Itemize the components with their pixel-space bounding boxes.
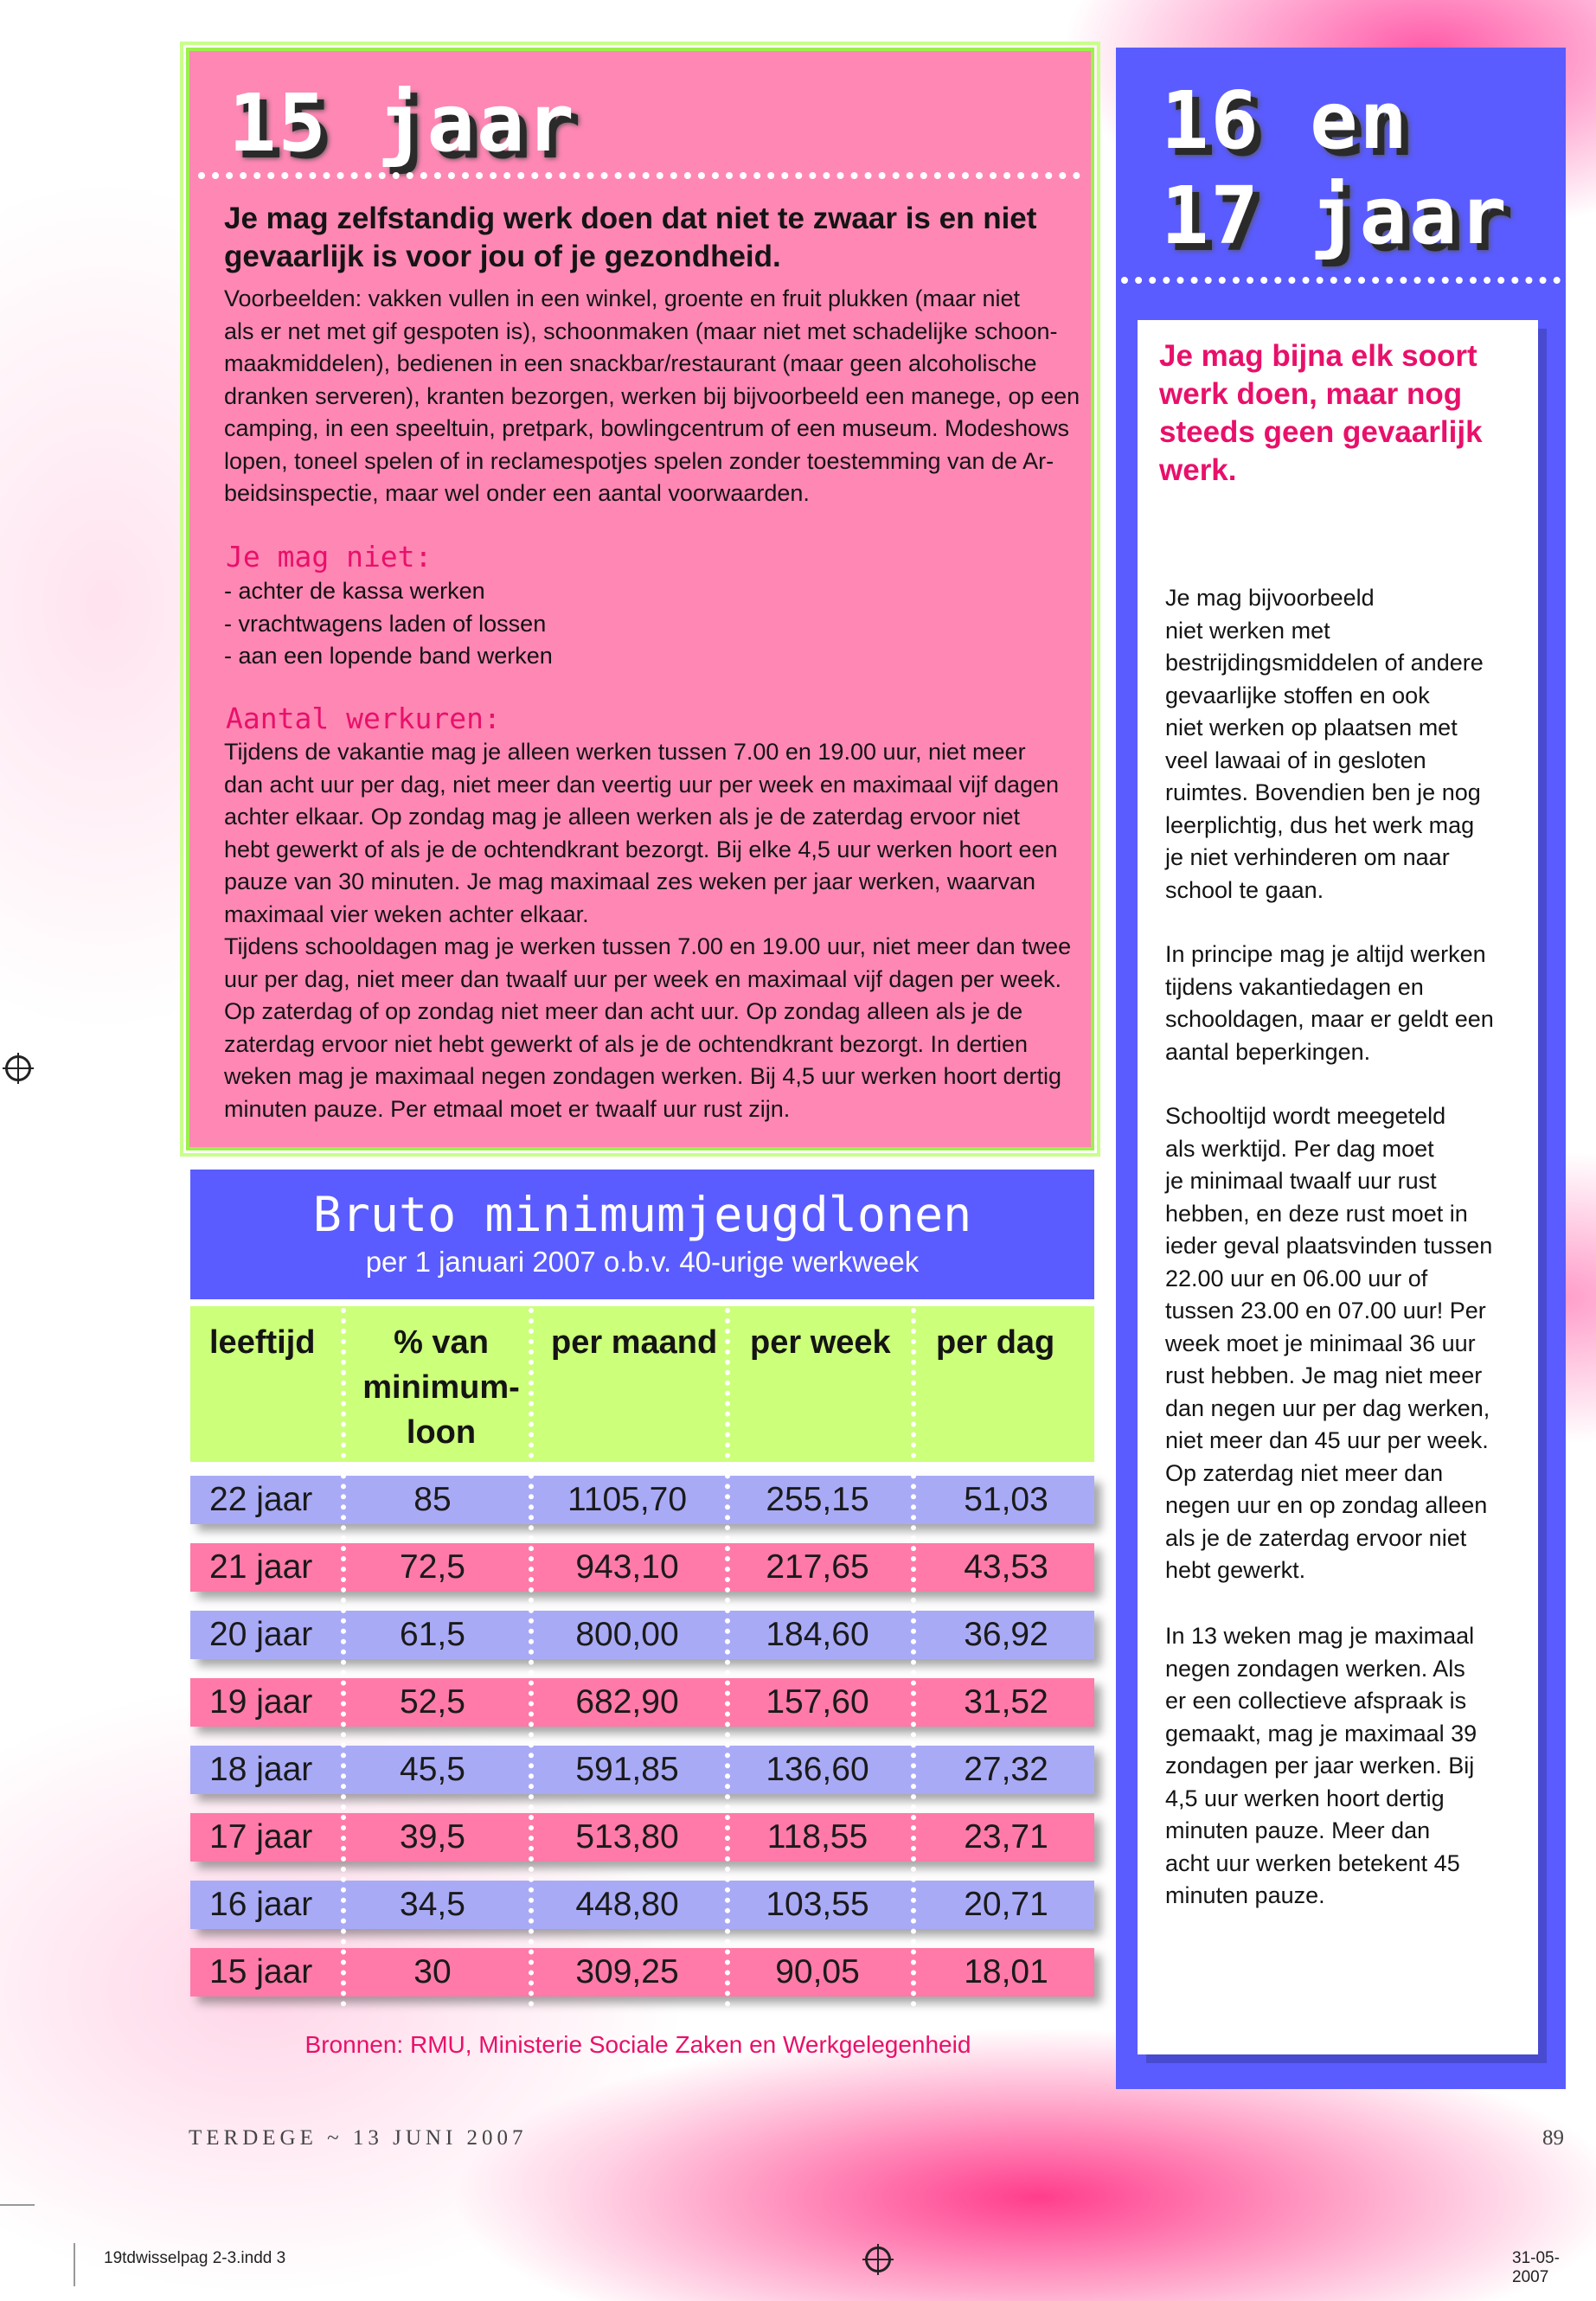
table-row <box>190 1543 1094 1592</box>
para-line: niet werken met <box>1165 617 1330 644</box>
hours-line: minuten pauze. Per etmaal moet er twaalf uur rust zijn. <box>224 1095 791 1122</box>
para-line: In 13 weken mag je maximaal <box>1165 1623 1475 1649</box>
column-divider <box>529 1308 534 2007</box>
cell-month: 448,80 <box>575 1886 679 1923</box>
hours-line: Op zaterdag of op zondag niet meer dan acht uur. Op zondag alleen als je de <box>224 998 1023 1024</box>
cell-age: 21 jaar <box>209 1548 313 1586</box>
cell-age: 16 jaar <box>209 1886 313 1923</box>
header-age: leeftijd <box>209 1324 316 1361</box>
para-line: hebben, en deze rust moet in <box>1165 1200 1468 1227</box>
examples-paragraph <box>224 283 1089 510</box>
lead-line: werk doen, maar nog <box>1159 377 1463 411</box>
para-line: minuten pauze. Meer dan <box>1165 1817 1431 1843</box>
cell-age: 15 jaar <box>209 1953 313 1990</box>
para-line: Schooltijd wordt meegeteld <box>1165 1103 1446 1129</box>
sources-note: Bronnen: RMU, Ministerie Sociale Zaken en Werkgelegenheid <box>304 2031 971 2058</box>
examples-line: beidsinspectie, maar wel onder een aantal voorwaarden. <box>224 480 810 506</box>
section-15-jaar <box>186 48 1094 1150</box>
para-line: rust hebben. Je mag niet meer <box>1165 1362 1483 1388</box>
cell-week: 103,55 <box>766 1886 869 1923</box>
cell-day: 36,92 <box>964 1616 1048 1653</box>
para-line: aantal beperkingen. <box>1165 1038 1371 1065</box>
lead-line: werk. <box>1159 453 1237 487</box>
cell-month: 682,90 <box>575 1683 679 1721</box>
cell-day: 20,71 <box>964 1886 1048 1923</box>
publication-footer: TERDEGE ~ 13 JUNI 2007 <box>189 2126 528 2150</box>
registration-mark-icon <box>5 1055 31 1081</box>
cell-week: 118,55 <box>766 1818 869 1856</box>
para-line: gevaarlijke stoffen en ook <box>1165 682 1430 708</box>
header-line: % van <box>394 1324 489 1361</box>
cell-day: 23,71 <box>964 1818 1048 1856</box>
card-paragraph <box>1165 1620 1520 1913</box>
table-row <box>190 1948 1094 1997</box>
cell-pct: 39,5 <box>400 1818 465 1856</box>
cell-age: 18 jaar <box>209 1751 313 1788</box>
hours-paragraph <box>224 736 1089 1125</box>
not-allowed-heading: Je mag niet: <box>226 540 433 574</box>
para-line: ieder geval plaatsvinden tussen <box>1165 1233 1493 1259</box>
para-line: negen zondagen werken. Als <box>1165 1655 1465 1682</box>
crop-mark <box>0 2204 35 2206</box>
cell-week: 217,65 <box>766 1548 869 1586</box>
cell-day: 18,01 <box>964 1953 1048 1990</box>
examples-line: dranken serveren), kranten bezorgen, werken bij bijvoorbeeld een manege, op een <box>224 382 1080 409</box>
examples-line: lopen, toneel spelen of in reclamespotjes spelen zonder toestemming van de Ar- <box>224 447 1054 474</box>
para-line: tussen 23.00 en 07.00 uur! Per <box>1165 1298 1486 1324</box>
para-line: In principe mag je altijd werken <box>1165 941 1486 967</box>
hours-line: Tijdens schooldagen mag je werken tussen 7.00 en 19.00 uur, niet meer dan twee <box>224 933 1072 959</box>
wage-table-subtitle: per 1 januari 2007 o.b.v. 40-urige werkweek <box>365 1246 920 1278</box>
title-line: 16 en <box>1161 74 1409 167</box>
cell-month: 513,80 <box>575 1818 679 1856</box>
cell-pct: 30 <box>413 1953 452 1990</box>
cell-week: 255,15 <box>766 1481 869 1518</box>
wage-table-title: Bruto minimumjeugdlonen <box>312 1187 972 1242</box>
card-paragraph <box>1165 1100 1520 1587</box>
para-line: ruimtes. Bovendien ben je nog <box>1165 779 1481 805</box>
table-row <box>190 1611 1094 1659</box>
cell-age: 17 jaar <box>209 1818 313 1856</box>
hours-line: achter elkaar. Op zondag mag je alleen werken als je de zaterdag ervoor niet <box>224 804 1021 830</box>
cell-month: 591,85 <box>575 1751 679 1788</box>
para-line: Je mag bijvoorbeeld <box>1165 585 1375 611</box>
cell-day: 31,52 <box>964 1683 1048 1721</box>
cell-day: 51,03 <box>964 1481 1048 1518</box>
examples-line: Voorbeelden: vakken vullen in een winkel, groente en fruit plukken (maar niet <box>224 285 1021 311</box>
cell-pct: 52,5 <box>400 1683 465 1721</box>
para-line: 4,5 uur werken hoort dertig <box>1165 1785 1445 1811</box>
crop-mark <box>74 2243 75 2286</box>
para-line: je niet verhinderen om naar <box>1165 844 1450 870</box>
table-row <box>190 1678 1094 1727</box>
hours-line: uur per dag, niet meer dan twaalf uur per week en maximaal vijf dagen per week. <box>224 965 1062 992</box>
para-line: als werktijd. Per dag moet <box>1165 1135 1434 1162</box>
hours-heading: Aantal werkuren: <box>226 702 501 735</box>
para-line: leerplichtig, dus het werk mag <box>1165 811 1475 838</box>
cell-day: 43,53 <box>964 1548 1048 1586</box>
para-line: bestrijdingsmiddelen of andere <box>1165 650 1484 676</box>
para-line: als je de zaterdag ervoor niet <box>1165 1524 1467 1551</box>
slug-filename: 19tdwisselpag 2-3.indd 3 <box>104 2249 286 2267</box>
cell-pct: 45,5 <box>400 1751 465 1788</box>
header-per-day: per dag <box>936 1324 1055 1361</box>
hours-line: hebt gewerkt of als je de ochtendkrant bezorgt. Bij elke 4,5 uur werken hoort een <box>224 836 1058 862</box>
examples-line: als er net met gif gespoten is), schoonmaken (maar niet met schadelijke schoon- <box>224 317 1058 344</box>
wage-table-column-headers <box>190 1306 1094 1462</box>
dotted-divider <box>1121 277 1561 284</box>
cell-age: 22 jaar <box>209 1481 313 1518</box>
header-per-month: per maand <box>551 1324 718 1361</box>
header-percentage <box>355 1320 528 1455</box>
cell-day: 27,32 <box>964 1751 1048 1788</box>
para-line: tijdens vakantiedagen en <box>1165 973 1424 1000</box>
title-line: 17 jaar <box>1161 170 1509 262</box>
hours-line: zaterdag ervoor niet hebt gewerkt of als je de ochtendkrant bezorgt. In dertien <box>224 1030 1029 1057</box>
column-divider <box>725 1308 730 2007</box>
cell-week: 157,60 <box>766 1683 869 1721</box>
dotted-divider <box>198 172 1080 179</box>
slug-date: 31-05-2007 <box>1512 2249 1560 2286</box>
cell-pct: 72,5 <box>400 1548 465 1586</box>
cell-week: 90,05 <box>775 1953 860 1990</box>
cell-age: 20 jaar <box>209 1616 313 1653</box>
para-line: dan negen uur per dag werken, <box>1165 1394 1490 1421</box>
para-line: hebt gewerkt. <box>1165 1557 1306 1583</box>
header-per-week: per week <box>750 1324 891 1361</box>
para-line: gemaakt, mag je maximaal 39 <box>1165 1720 1477 1747</box>
page-number: 89 <box>1542 2126 1564 2150</box>
para-line: je minimaal twaalf uur rust <box>1165 1168 1437 1194</box>
para-line: schooldagen, maar er geldt een <box>1165 1006 1494 1032</box>
cell-week: 136,60 <box>766 1751 869 1788</box>
header-line: loon <box>406 1414 477 1451</box>
cell-pct: 85 <box>413 1481 452 1518</box>
list-item: - achter de kassa werken <box>224 578 485 604</box>
examples-line: camping, in een speeltuin, pretpark, bowlingcentrum of een museum. Modeshows <box>224 415 1070 441</box>
info-card <box>1138 320 1538 2054</box>
table-row <box>190 1476 1094 1524</box>
column-divider <box>341 1308 346 2007</box>
table-row <box>190 1813 1094 1862</box>
para-line: week moet je minimaal 36 uur <box>1165 1330 1476 1356</box>
para-line: veel lawaai of in gesloten <box>1165 747 1426 773</box>
list-item: - vrachtwagens laden of lossen <box>224 610 547 637</box>
lead-line: Je mag bijna elk soort <box>1159 339 1477 373</box>
cell-month: 309,25 <box>575 1953 679 1990</box>
examples-line: maakmiddelen), bedienen in een snackbar/restaurant (maar geen alcoholische <box>224 350 1037 376</box>
card-paragraph <box>1165 582 1520 907</box>
hours-line: Tijdens de vakantie mag je alleen werken tussen 7.00 en 19.00 uur, niet meer <box>224 739 1026 765</box>
hours-line: maximaal vier weken achter elkaar. <box>224 901 589 927</box>
section-title-16-17 <box>1161 74 1509 264</box>
registration-mark-icon <box>865 2247 891 2272</box>
cell-week: 184,60 <box>766 1616 869 1653</box>
hours-line: pauze van 30 minuten. Je mag maximaal zes weken per jaar werken, waarvan <box>224 868 1035 894</box>
card-lead <box>1159 337 1522 490</box>
cell-month: 1105,70 <box>567 1481 688 1518</box>
para-line: niet werken op plaatsen met <box>1165 715 1458 740</box>
hours-line: dan acht uur per dag, niet meer dan veertig uur per week en maximaal vijf dagen <box>224 771 1060 798</box>
cell-month: 943,10 <box>575 1548 679 1586</box>
card-paragraph <box>1165 939 1520 1068</box>
header-line: minimum- <box>362 1369 520 1406</box>
para-line: Op zaterdag niet meer dan <box>1165 1459 1444 1486</box>
table-row <box>190 1746 1094 1794</box>
cell-month: 800,00 <box>575 1616 679 1653</box>
table-row <box>190 1881 1094 1929</box>
hours-line: weken mag je maximaal negen zondagen werken. Bij 4,5 uur werken hoort dertig <box>224 1063 1062 1089</box>
para-line: minuten pauze. <box>1165 1882 1325 1908</box>
para-line: acht uur werken betekent 45 <box>1165 1849 1460 1876</box>
list-item: - aan een lopende band werken <box>224 643 553 669</box>
cell-pct: 61,5 <box>400 1616 465 1653</box>
para-line: negen uur en op zondag alleen <box>1165 1492 1488 1518</box>
wage-table-header <box>190 1170 1094 1299</box>
para-line: er een collectieve afspraak is <box>1165 1688 1467 1714</box>
para-line: 22.00 uur en 06.00 uur of <box>1165 1265 1428 1292</box>
column-divider <box>911 1308 916 2007</box>
section-lead-15: Je mag zelfstandig werk doen dat niet te zwaar is en niet gevaarlijk is voor jou of je gezondheid. <box>224 202 1037 273</box>
lead-line: steeds geen gevaarlijk <box>1159 415 1483 449</box>
para-line: school te gaan. <box>1165 876 1324 903</box>
not-allowed-list <box>224 575 553 673</box>
para-line: niet meer dan 45 uur per week. <box>1165 1427 1489 1453</box>
cell-pct: 34,5 <box>400 1886 465 1923</box>
para-line: zondagen per jaar werken. Bij <box>1165 1753 1475 1779</box>
section-16-17-jaar <box>1116 48 1566 2089</box>
section-title-15: 15 jaar <box>228 77 576 170</box>
cell-age: 19 jaar <box>209 1683 313 1721</box>
